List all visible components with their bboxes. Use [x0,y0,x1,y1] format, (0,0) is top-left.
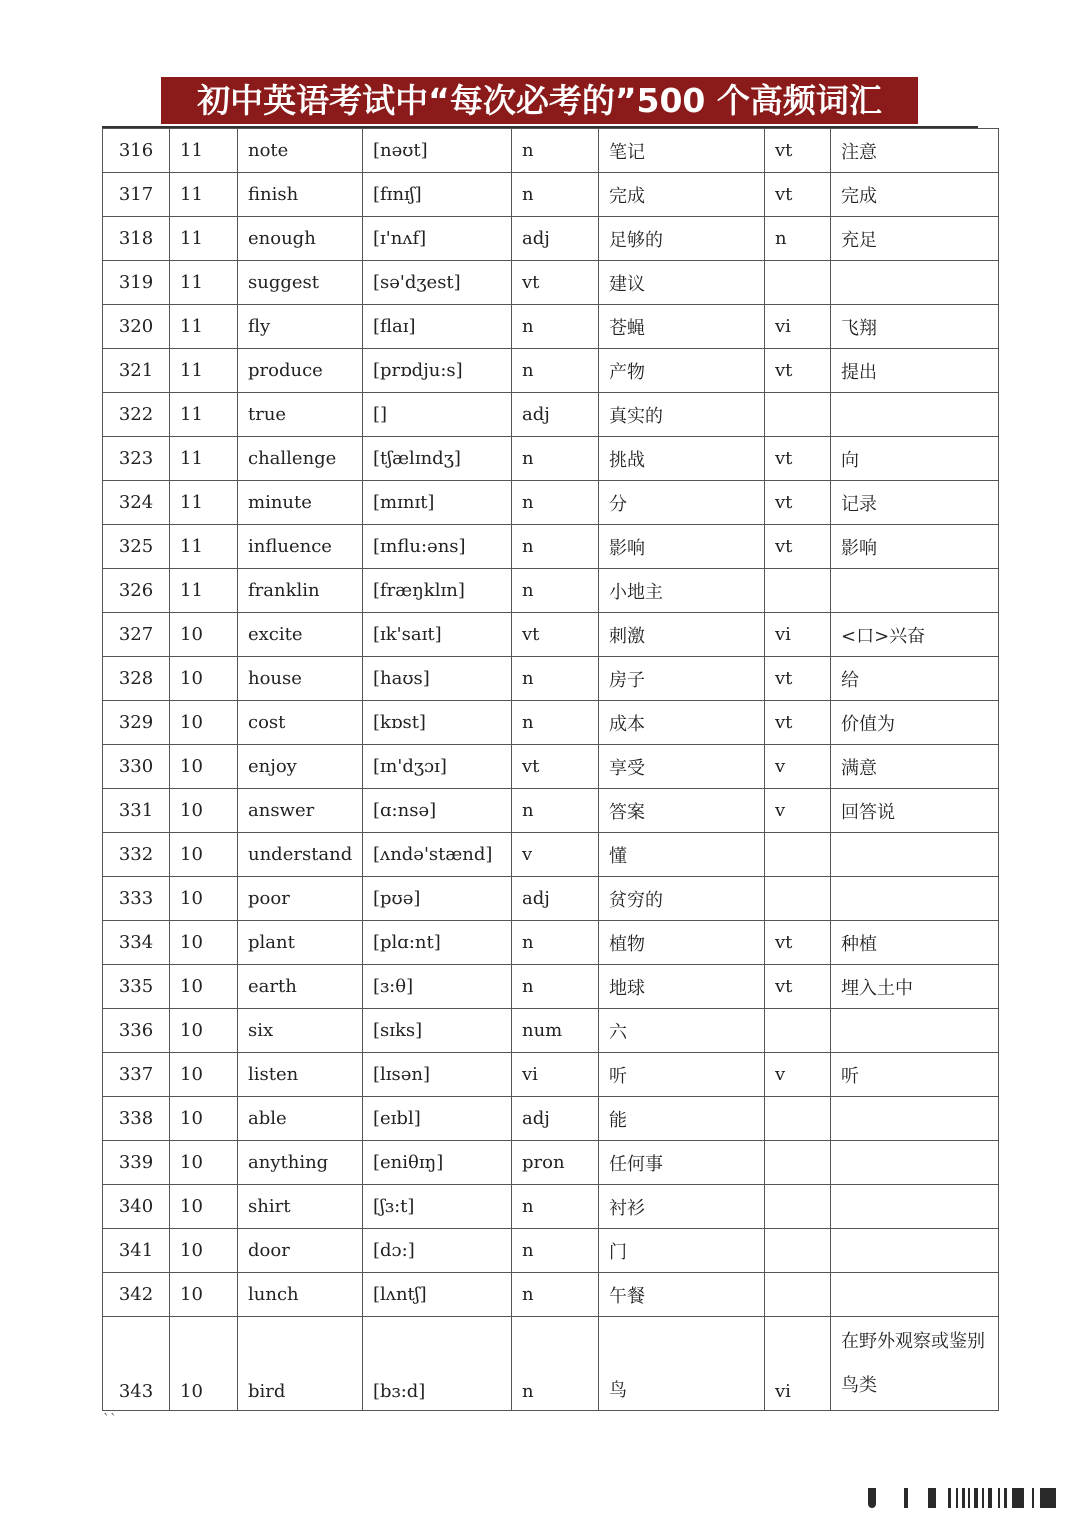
frequency-cell: 10 [170,1009,238,1053]
meaning-2-cell [831,877,999,921]
table-row [103,481,999,525]
row-number-cell: 334 [103,921,170,965]
part-of-speech-2-cell: vt [765,173,831,217]
meaning-1-cell: 享受 [599,745,765,789]
phonetic-cell: [pʊə] [363,877,512,921]
meaning-2-cell: 影响 [831,525,999,569]
frequency-cell: 11 [170,261,238,305]
row-number-cell: 327 [103,613,170,657]
meaning-2-cell [831,1141,999,1185]
meaning-2-cell: 给 [831,657,999,701]
table-row [103,1141,999,1185]
table-row [103,393,999,437]
word-cell: six [238,1009,363,1053]
table-row [103,437,999,481]
phonetic-cell: [haʊs] [363,657,512,701]
frequency-cell: 10 [170,1273,238,1317]
part-of-speech-2-cell [765,1009,831,1053]
table-row [103,921,999,965]
row-number-cell: 328 [103,657,170,701]
meaning-2-cell [831,1097,999,1141]
table-row [103,613,999,657]
meaning-2-cell: 听 [831,1053,999,1097]
table-row [103,701,999,745]
footer-mark: `` [103,1412,117,1428]
part-of-speech-1-cell: n [512,1185,599,1229]
row-number-cell: 323 [103,437,170,481]
part-of-speech-1-cell: n [512,437,599,481]
word-cell: bird [238,1317,363,1411]
phonetic-cell: [lʌntʃ] [363,1273,512,1317]
meaning-2-cell: 种植 [831,921,999,965]
table-row [103,877,999,921]
meaning-2-cell: 向 [831,437,999,481]
table-row [103,1053,999,1097]
part-of-speech-2-cell [765,877,831,921]
meaning-1-cell: 苍蝇 [599,305,765,349]
table-row [103,1273,999,1317]
part-of-speech-1-cell: adj [512,1097,599,1141]
part-of-speech-1-cell: n [512,657,599,701]
meaning-1-cell: 能 [599,1097,765,1141]
part-of-speech-1-cell: n [512,349,599,393]
row-number-cell: 322 [103,393,170,437]
meaning-1-cell: 听 [599,1053,765,1097]
meaning-1-cell: 贫穷的 [599,877,765,921]
part-of-speech-2-cell [765,261,831,305]
part-of-speech-1-cell: n [512,1317,599,1411]
frequency-cell: 10 [170,789,238,833]
word-cell: listen [238,1053,363,1097]
phonetic-cell: [prɒdju:s] [363,349,512,393]
meaning-2-cell: 价值为 [831,701,999,745]
meaning-2-cell: <口>兴奋 [831,613,999,657]
phonetic-cell: [plɑ:nt] [363,921,512,965]
word-cell: note [238,129,363,173]
table-row [103,349,999,393]
meaning-2-cell [831,833,999,877]
table-row [103,1097,999,1141]
row-number-cell: 332 [103,833,170,877]
word-cell: able [238,1097,363,1141]
row-number-cell: 343 [103,1317,170,1411]
meaning-2-cell: 回答说 [831,789,999,833]
phonetic-cell: [flaɪ] [363,305,512,349]
part-of-speech-1-cell: adj [512,217,599,261]
word-cell: fly [238,305,363,349]
row-number-cell: 333 [103,877,170,921]
frequency-cell: 11 [170,437,238,481]
meaning-1-cell: 完成 [599,173,765,217]
phonetic-cell: [mɪnɪt] [363,481,512,525]
part-of-speech-1-cell: adj [512,393,599,437]
part-of-speech-2-cell [765,1185,831,1229]
word-cell: answer [238,789,363,833]
frequency-cell: 11 [170,305,238,349]
row-number-cell: 340 [103,1185,170,1229]
row-number-cell: 337 [103,1053,170,1097]
meaning-1-cell: 植物 [599,921,765,965]
meaning-1-cell: 懂 [599,833,765,877]
part-of-speech-2-cell [765,1273,831,1317]
row-number-cell: 320 [103,305,170,349]
phonetic-cell: [bɜ:d] [363,1317,512,1411]
part-of-speech-2-cell [765,1229,831,1273]
word-cell: produce [238,349,363,393]
vocabulary-table-body [103,129,999,1411]
part-of-speech-1-cell: n [512,525,599,569]
table-row [103,569,999,613]
row-number-cell: 321 [103,349,170,393]
table-row [103,129,999,173]
meaning-2-cell [831,261,999,305]
phonetic-cell: [fræŋklɪn] [363,569,512,613]
table-row [103,1009,999,1053]
part-of-speech-2-cell: v [765,1053,831,1097]
part-of-speech-1-cell: vt [512,745,599,789]
phonetic-cell: [ɪk'saɪt] [363,613,512,657]
frequency-cell: 11 [170,569,238,613]
part-of-speech-1-cell: n [512,569,599,613]
meaning-2-cell [831,1009,999,1053]
part-of-speech-2-cell: vt [765,921,831,965]
table-row [103,261,999,305]
frequency-cell: 10 [170,1053,238,1097]
table-row [103,965,999,1009]
word-cell: suggest [238,261,363,305]
meaning-1-cell: 产物 [599,349,765,393]
frequency-cell: 10 [170,745,238,789]
part-of-speech-2-cell [765,833,831,877]
meaning-2-cell: 埋入土中 [831,965,999,1009]
phonetic-cell: [nəʊt] [363,129,512,173]
word-cell: enough [238,217,363,261]
meaning-1-cell: 六 [599,1009,765,1053]
part-of-speech-1-cell: vt [512,261,599,305]
meaning-1-cell: 挑战 [599,437,765,481]
frequency-cell: 11 [170,173,238,217]
part-of-speech-2-cell: vi [765,613,831,657]
frequency-cell: 10 [170,1141,238,1185]
table-row [103,657,999,701]
part-of-speech-2-cell: vi [765,305,831,349]
frequency-cell: 11 [170,481,238,525]
part-of-speech-1-cell: n [512,129,599,173]
phonetic-cell: [] [363,393,512,437]
part-of-speech-1-cell: n [512,921,599,965]
word-cell: true [238,393,363,437]
part-of-speech-2-cell: vt [765,349,831,393]
word-cell: shirt [238,1185,363,1229]
watermark-logo [868,1488,1058,1508]
row-number-cell: 325 [103,525,170,569]
part-of-speech-2-cell: vi [765,1317,831,1411]
phonetic-cell: [tʃælɪndʒ] [363,437,512,481]
frequency-cell: 11 [170,217,238,261]
table-row [103,173,999,217]
phonetic-cell: [ɪnflu:əns] [363,525,512,569]
word-cell: understand [238,833,363,877]
word-cell: poor [238,877,363,921]
frequency-cell: 10 [170,1317,238,1411]
meaning-1-cell: 足够的 [599,217,765,261]
meaning-1-cell: 影响 [599,525,765,569]
word-cell: plant [238,921,363,965]
phonetic-cell: [sə'dʒest] [363,261,512,305]
phonetic-cell: [dɔ:] [363,1229,512,1273]
word-cell: lunch [238,1273,363,1317]
row-number-cell: 317 [103,173,170,217]
table-row [103,525,999,569]
part-of-speech-2-cell: vt [765,481,831,525]
frequency-cell: 10 [170,1229,238,1273]
phonetic-cell: [ɜ:θ] [363,965,512,1009]
meaning-1-cell: 建议 [599,261,765,305]
meaning-1-cell: 衬衫 [599,1185,765,1229]
meaning-1-cell: 真实的 [599,393,765,437]
part-of-speech-1-cell: vi [512,1053,599,1097]
part-of-speech-1-cell: pron [512,1141,599,1185]
part-of-speech-2-cell: v [765,745,831,789]
row-number-cell: 336 [103,1009,170,1053]
part-of-speech-1-cell: adj [512,877,599,921]
row-number-cell: 326 [103,569,170,613]
meaning-1-cell: 地球 [599,965,765,1009]
word-cell: minute [238,481,363,525]
frequency-cell: 11 [170,129,238,173]
phonetic-cell: [kɒst] [363,701,512,745]
part-of-speech-2-cell [765,569,831,613]
word-cell: door [238,1229,363,1273]
row-number-cell: 331 [103,789,170,833]
part-of-speech-1-cell: n [512,789,599,833]
frequency-cell: 10 [170,921,238,965]
frequency-cell: 10 [170,965,238,1009]
row-number-cell: 342 [103,1273,170,1317]
row-number-cell: 316 [103,129,170,173]
meaning-1-cell: 分 [599,481,765,525]
part-of-speech-2-cell: vt [765,965,831,1009]
meaning-1-cell: 鸟 [599,1317,765,1411]
meaning-2-cell: 注意 [831,129,999,173]
word-cell: cost [238,701,363,745]
word-cell: house [238,657,363,701]
word-cell: challenge [238,437,363,481]
phonetic-cell: [eɪbl] [363,1097,512,1141]
table-row [103,305,999,349]
row-number-cell: 335 [103,965,170,1009]
table-row [103,745,999,789]
word-cell: finish [238,173,363,217]
frequency-cell: 11 [170,393,238,437]
frequency-cell: 10 [170,701,238,745]
row-number-cell: 329 [103,701,170,745]
meaning-2-cell [831,393,999,437]
phonetic-cell: [ɑ:nsə] [363,789,512,833]
word-cell: excite [238,613,363,657]
meaning-2-cell: 满意 [831,745,999,789]
part-of-speech-2-cell [765,1141,831,1185]
part-of-speech-2-cell: vt [765,657,831,701]
row-number-cell: 341 [103,1229,170,1273]
part-of-speech-1-cell: n [512,1273,599,1317]
row-number-cell: 319 [103,261,170,305]
part-of-speech-1-cell: num [512,1009,599,1053]
frequency-cell: 10 [170,1185,238,1229]
phonetic-cell: [sɪks] [363,1009,512,1053]
meaning-2-cell: 充足 [831,217,999,261]
part-of-speech-2-cell: v [765,789,831,833]
word-cell: anything [238,1141,363,1185]
word-cell: earth [238,965,363,1009]
table-row [103,789,999,833]
part-of-speech-1-cell: vt [512,613,599,657]
phonetic-cell: [fɪnɪʃ] [363,173,512,217]
row-number-cell: 324 [103,481,170,525]
part-of-speech-2-cell [765,1097,831,1141]
part-of-speech-1-cell: n [512,1229,599,1273]
meaning-2-cell [831,1185,999,1229]
table-row [103,1185,999,1229]
part-of-speech-1-cell: v [512,833,599,877]
phonetic-cell: [ɪn'dʒɔɪ] [363,745,512,789]
table-row [103,833,999,877]
meaning-1-cell: 笔记 [599,129,765,173]
meaning-1-cell: 成本 [599,701,765,745]
part-of-speech-1-cell: n [512,173,599,217]
word-cell: influence [238,525,363,569]
table-row [103,217,999,261]
part-of-speech-1-cell: n [512,965,599,1009]
part-of-speech-2-cell: vt [765,437,831,481]
frequency-cell: 10 [170,877,238,921]
frequency-cell: 10 [170,1097,238,1141]
part-of-speech-2-cell: vt [765,525,831,569]
frequency-cell: 10 [170,613,238,657]
row-number-cell: 338 [103,1097,170,1141]
meaning-2-cell: 在野外观察或鉴别鸟类 [831,1317,999,1411]
meaning-2-cell: 记录 [831,481,999,525]
meaning-1-cell: 门 [599,1229,765,1273]
part-of-speech-1-cell: n [512,305,599,349]
meaning-2-cell [831,1273,999,1317]
meaning-1-cell: 刺激 [599,613,765,657]
frequency-cell: 10 [170,833,238,877]
row-number-cell: 339 [103,1141,170,1185]
frequency-cell: 11 [170,525,238,569]
phonetic-cell: [eniθɪŋ] [363,1141,512,1185]
vocabulary-table [102,128,999,1411]
part-of-speech-2-cell [765,393,831,437]
meaning-2-cell [831,1229,999,1273]
meaning-1-cell: 小地主 [599,569,765,613]
meaning-2-cell: 提出 [831,349,999,393]
meaning-1-cell: 午餐 [599,1273,765,1317]
meaning-2-cell [831,569,999,613]
phonetic-cell: [ʃɜ:t] [363,1185,512,1229]
meaning-2-cell: 完成 [831,173,999,217]
part-of-speech-1-cell: n [512,701,599,745]
row-number-cell: 330 [103,745,170,789]
meaning-2-cell: 飞翔 [831,305,999,349]
word-cell: franklin [238,569,363,613]
frequency-cell: 11 [170,349,238,393]
document-title: 初中英语考试中“每次必考的”500 个高频词汇 [161,77,918,124]
frequency-cell: 10 [170,657,238,701]
phonetic-cell: [ʌndə'stænd] [363,833,512,877]
row-number-cell: 318 [103,217,170,261]
phonetic-cell: [ɪ'nʌf] [363,217,512,261]
table-row [103,1229,999,1273]
part-of-speech-2-cell: vt [765,129,831,173]
meaning-1-cell: 任何事 [599,1141,765,1185]
meaning-1-cell: 答案 [599,789,765,833]
part-of-speech-2-cell: vt [765,701,831,745]
word-cell: enjoy [238,745,363,789]
part-of-speech-2-cell: n [765,217,831,261]
table-row [103,1317,999,1411]
part-of-speech-1-cell: n [512,481,599,525]
meaning-1-cell: 房子 [599,657,765,701]
phonetic-cell: [lɪsən] [363,1053,512,1097]
